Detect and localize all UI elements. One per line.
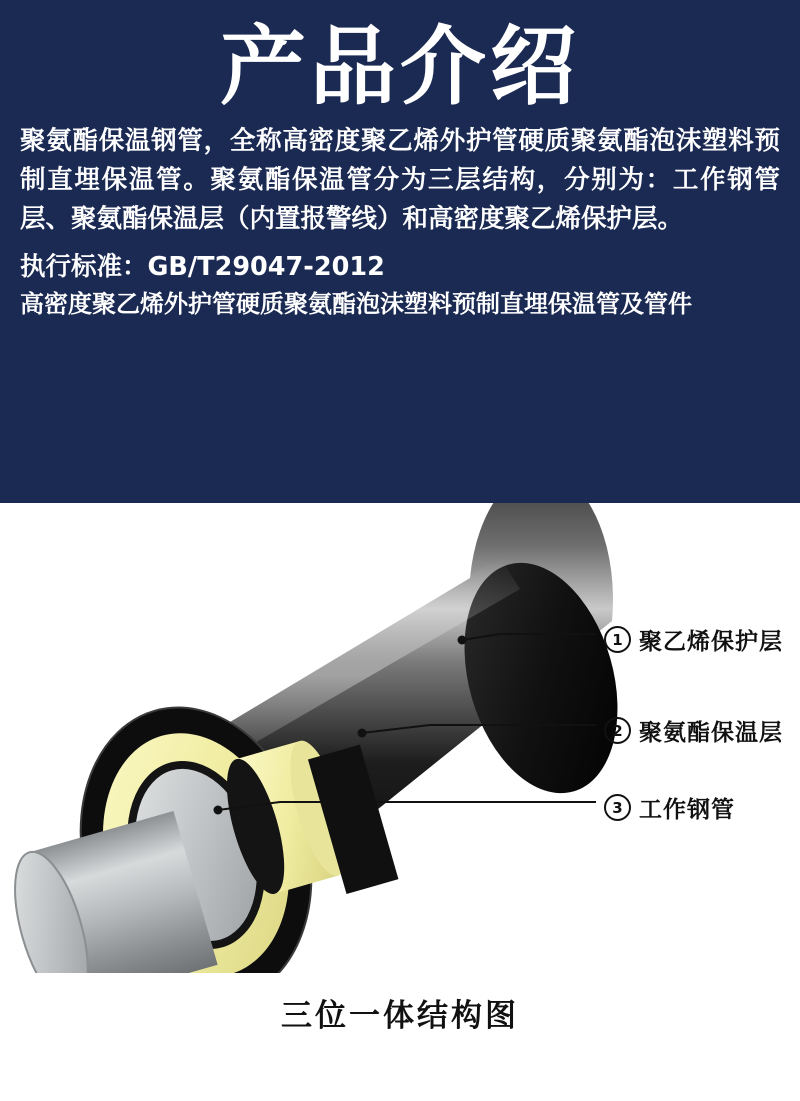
callout-label-2: 聚氨酯保温层	[639, 720, 783, 746]
figure-caption: 三位一体结构图	[281, 998, 519, 1034]
intro-paragraph: 聚氨酯保温钢管，全称高密度聚乙烯外护管硬质聚氨酯泡沫塑料预制直埋保温管。聚氨酯保温管分为三层结构，分别为：工作钢管层、聚氨酯保温层（内置报警线）和高密度聚乙烯保护层。	[20, 126, 780, 234]
intro-panel	[0, 0, 800, 503]
callout-polyethylene-layer	[604, 623, 783, 656]
page-title: 产品介绍	[220, 17, 580, 117]
structure-figure	[0, 503, 800, 1101]
callout-label-1: 聚乙烯保护层	[639, 629, 783, 655]
callout-steel-pipe	[604, 791, 735, 824]
callout-label-3: 工作钢管	[639, 797, 735, 823]
callout-polyurethane-layer	[604, 714, 783, 747]
pipe-illustration	[0, 503, 800, 973]
callout-number-1: 1	[604, 626, 631, 653]
standard-title: 高密度聚乙烯外护管硬质聚氨酯泡沫塑料预制直埋保温管及管件	[20, 289, 692, 318]
callout-number-2: 2	[604, 717, 631, 744]
standard-code: 执行标准：GB/T29047-2012	[20, 251, 385, 282]
callout-number-3: 3	[604, 794, 631, 821]
